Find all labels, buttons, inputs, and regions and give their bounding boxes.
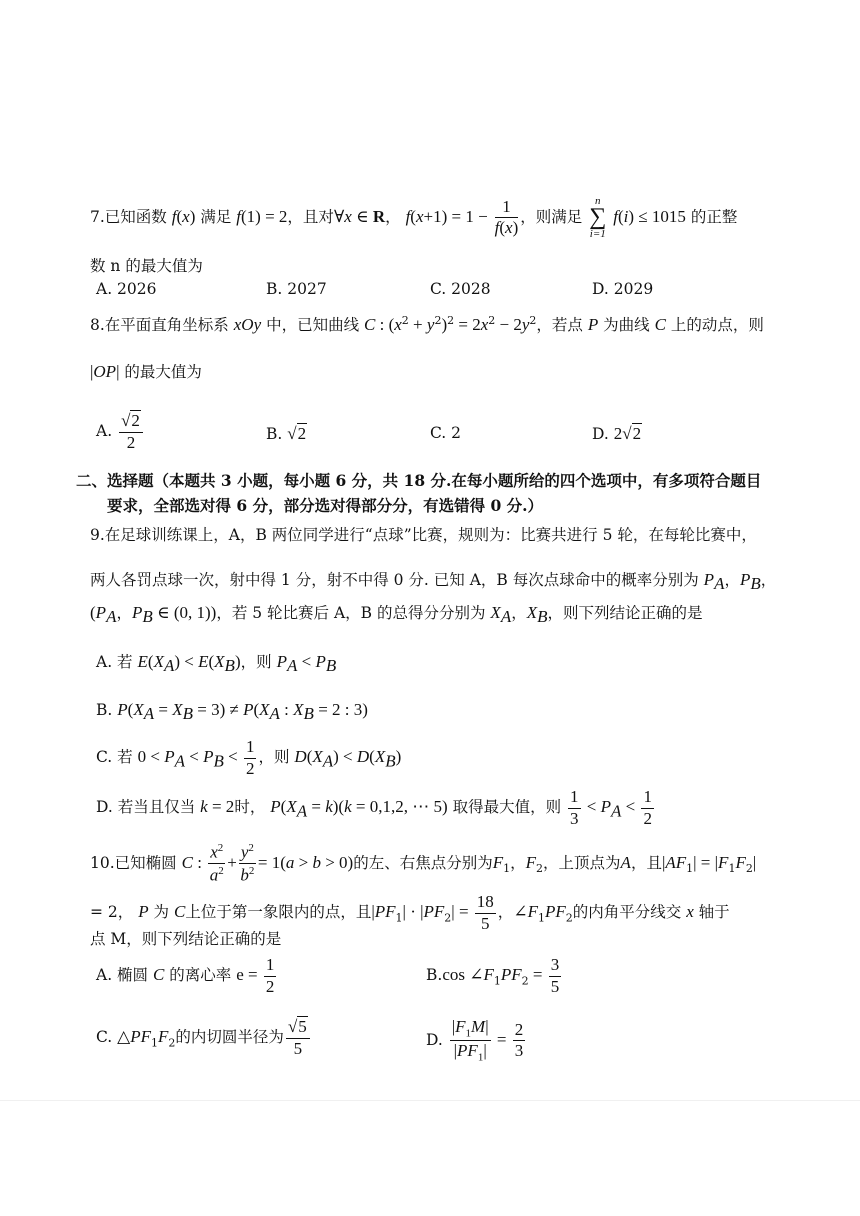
q9-option-d: D. 若当且仅当 k = 2时， $P(X_A = k)(k = 0,1,2$, ⋯ 5) 取得最大值，则 $\frac{1}{3}$ < $P_A$ < $\frac{1}{2}$ — [96, 787, 652, 828]
option-label: D. — [592, 425, 609, 443]
q8-option-a — [96, 412, 145, 452]
question-text: ，则满足 — [520, 207, 583, 226]
option-text: A. 若 — [96, 653, 133, 671]
option-label: B. — [426, 966, 443, 985]
option-text: 取得最大值，则 — [452, 798, 562, 817]
fraction: $\frac{18}{5}$ — [476, 892, 494, 933]
question-text: 上位于第一象限内的点，且 — [185, 903, 372, 922]
q7-option-a: A. 2026 — [96, 280, 157, 298]
question-text: = 2， — [90, 903, 134, 922]
question-text: 两人各罚点球一次，射中得 1 分，射不中得 0 分. 已知 A，B 每次点球命中的概率分别为 — [90, 571, 699, 589]
question-text: ，若 5 轮比赛后 A，B 的总得分分别为 — [216, 604, 486, 622]
question-text: 的正整 — [690, 207, 738, 226]
question-text: ，则下列结论正确的是 — [547, 604, 703, 622]
question-text: 为 — [153, 903, 170, 922]
q10-option-b: B.cos $\angle F_1PF_2$ = $\frac{3}{5}$ — [426, 955, 560, 996]
fraction: $\frac{x^2}{a^2}$ — [209, 842, 224, 885]
q10-option-c: C. $\triangle PF_1F_2$的内切圆半径为 $\frac{√5}{5}$ — [96, 1018, 312, 1058]
question-text: ，且 — [630, 853, 662, 872]
question-number: 10. — [90, 853, 115, 872]
fraction: $\frac{1}{3}$ — [570, 787, 579, 828]
question-text: 已知函数 — [104, 207, 167, 226]
option-text: ，则 — [240, 653, 272, 671]
question-text: ，上顶点为 — [543, 853, 621, 872]
option-text: C. 若 — [96, 748, 133, 767]
question-number: 8. — [90, 316, 105, 335]
q8-option-d: D. 2√2 — [592, 424, 642, 443]
question-text: 上的动点，则 — [670, 316, 764, 335]
page-divider — [0, 1100, 860, 1101]
fraction: $\frac{|F_1M|}{|PF_1|}$ — [451, 1017, 489, 1064]
question-text: ，若点 — [536, 316, 583, 335]
question-8-line-1: 8.在平面直角坐标系 xOy 中，已知曲线 C : $(x^2 + y^2)^2 = 2x^2 - 2y^2$，若点 P 为曲线 C 上的动点，则 — [90, 314, 764, 335]
option-text: 的内切圆半径为 — [175, 1028, 284, 1047]
question-10-line-1: 10.已知椭圆 C : $\frac{x^2}{a^2}$ + $\frac{y^2}{b^2}$ = 1(a > b > 0)的左、右焦点分别为$F_1$，$F_2$，上顶点为A，且$|AF_1| = |F_1F_2|$ — [90, 842, 757, 885]
question-number: 9. — [90, 526, 105, 544]
option-label: A. — [96, 422, 113, 441]
fraction: $\frac{1}{2}$ — [643, 787, 652, 828]
option-text: D. 若当且仅当 — [96, 798, 196, 817]
q10-option-a: A. 椭圆 C 的离心率 e = $\frac{1}{2}$ — [96, 955, 275, 996]
question-9-line-2: 两人各罚点球一次，射中得 1 分，射不中得 0 分. 已知 A，B 每次点球命中的概率分别为 $P_A$，$P_B$， — [90, 570, 777, 594]
option-label: C. — [96, 1028, 113, 1047]
question-text: 的左、右焦点分别为 — [353, 853, 493, 872]
question-7-line-2: 数 n 的最大值为 — [90, 257, 203, 275]
section-2-title-cont: 要求，全部选对得 6 分，部分选对得部分分，有选错得 0 分.） — [107, 496, 544, 515]
question-text: ，且对 — [287, 207, 334, 226]
option-text: A. 椭圆 — [96, 966, 149, 985]
question-text: 在平面直角坐标系 — [104, 316, 229, 335]
question-9-line-3: ($P_A$，$P_B$ ∈ (0, 1))，若 5 轮比赛后 A，B 的总得分分别为 $X_A$，$X_B$，则下列结论正确的是 — [90, 603, 703, 627]
question-text: 已知椭圆 — [114, 853, 177, 872]
question-text: 在足球训练课上，A，B 两位同学进行“点球”比赛，规则为：比赛共进行 5 轮，在每轮比赛中， — [104, 526, 757, 544]
q9-option-a: A. 若 $E(X_A) < E(X_B)$，则 $P_A < P_B$ — [96, 652, 337, 676]
fraction: $\frac{2}{3}$ — [514, 1019, 524, 1061]
option-text: ，则 — [258, 748, 290, 767]
question-10-line-3: 点 M，则下列结论正确的是 — [90, 930, 282, 948]
section-2-title: 二、选择题（本题共 3 小题，每小题 6 分，共 18 分.在每小题所给的四个选项中，有多项符合题目 — [76, 471, 762, 490]
fraction: $\frac{1}{2}$ — [265, 955, 275, 996]
question-10-line-2: = 2， P 为 C上位于第一象限内的点，且$|PF_1| \cdot |PF_2|$ = $\frac{18}{5}$ ，$\angle F_1PF_2$的内角平分线交 x 轴于 — [90, 892, 730, 933]
q9-option-c: C. 若 $0 < P_A < P_B$ < $\frac{1}{2}$ ，则 $D(X_A) < D(X_B)$ — [96, 737, 402, 778]
fraction: $\frac{√2}{2}$ — [119, 412, 143, 452]
question-9-line-1 — [90, 526, 757, 545]
question-8-line-2: |OP| 的最大值为 — [90, 362, 202, 381]
fraction: $\frac{1}{2}$ — [245, 737, 255, 778]
option-label: B. — [96, 701, 113, 719]
fraction: $\frac{√5}{5}$ — [286, 1018, 310, 1058]
q8-option-b: B. √2 — [266, 424, 307, 443]
option-label: B. — [266, 425, 283, 443]
question-text: 中，已知曲线 — [266, 316, 360, 335]
option-text: 时， — [234, 798, 266, 817]
q7-option-b: B. 2027 — [266, 280, 327, 298]
option-text: 的离心率 — [169, 966, 232, 985]
q9-option-b: B. $P(X_A = X_B = 3) \ne P(X_A$ : $X_B = 2$ : 3) — [96, 700, 368, 724]
question-number: 7. — [90, 207, 105, 226]
q8-option-c: C. 2 — [430, 424, 462, 442]
question-text: 轴于 — [698, 903, 730, 922]
question-text: 的内角平分线交 — [572, 903, 682, 922]
q7-option-d: D. 2029 — [592, 280, 654, 298]
question-text: 满足 — [200, 207, 232, 226]
fraction: $\frac{y^2}{b^2}$ — [240, 842, 255, 885]
q7-option-c: C. 2028 — [430, 280, 491, 298]
q10-option-d: D. $\frac{|F_1M|}{|PF_1|}$ = $\frac{2}{3}$ — [426, 1017, 524, 1064]
question-text: 的最大值为 — [124, 363, 202, 381]
question-7-line-1: 7.已知函数 f(x) 满足 f(1) = 2，且对∀x ∈ R， f(x+1) = 1 − $\frac{1}{f(x)}$ ，则满足 n ∑ i=1 f(i) ≤ 1015 的正整 — [90, 195, 738, 240]
question-text: ， — [497, 903, 514, 922]
question-text: 为曲线 — [603, 316, 650, 335]
fraction: $\frac{1}{f(x)}$ — [494, 196, 519, 238]
fraction: $\frac{3}{5}$ — [550, 955, 560, 996]
option-label: D. — [426, 1030, 443, 1049]
summation: n ∑ i=1 — [589, 195, 607, 240]
